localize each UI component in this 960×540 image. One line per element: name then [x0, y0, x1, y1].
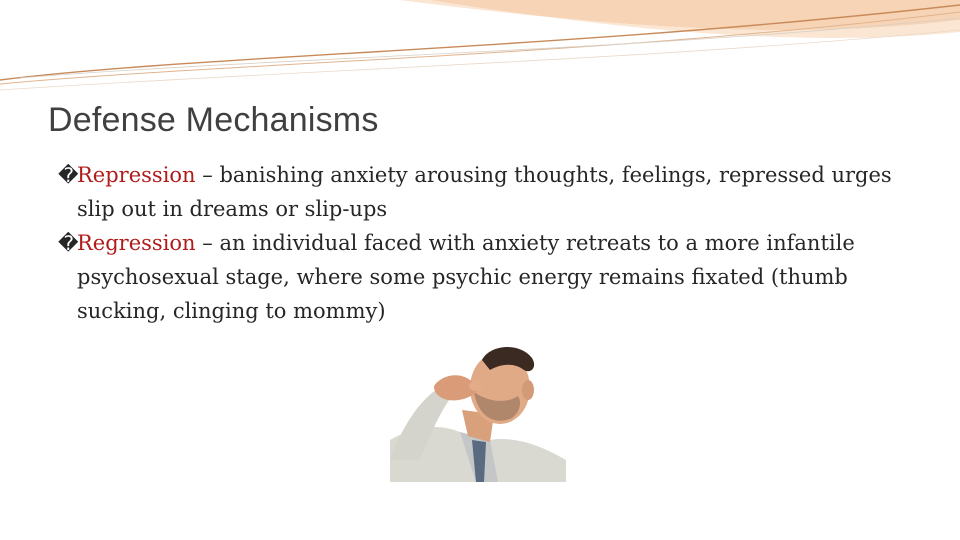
- term-regression: Regression: [77, 231, 196, 255]
- bullet-regression: [58, 226, 918, 328]
- man-sucking-thumb-photo: [390, 340, 566, 482]
- bullet-marker: �: [58, 163, 79, 187]
- slide-title: Defense Mechanisms: [48, 101, 379, 139]
- bullet-marker: �: [58, 231, 79, 255]
- term-repression: Repression: [77, 163, 196, 187]
- bullet-repression: [58, 158, 918, 226]
- bullet-list: [58, 158, 918, 328]
- bullet-text-repression: – banishing anxiety arousing thoughts, feelings, repressed urges slip out in dreams or slip-ups: [77, 163, 892, 221]
- bullet-text-regression: – an individual faced with anxiety retreats to a more infantile psychosexual stage, where some psychic energy remains fixated (thumb sucking, clinging to mommy): [77, 231, 855, 323]
- header-swoosh-decoration: [0, 0, 960, 100]
